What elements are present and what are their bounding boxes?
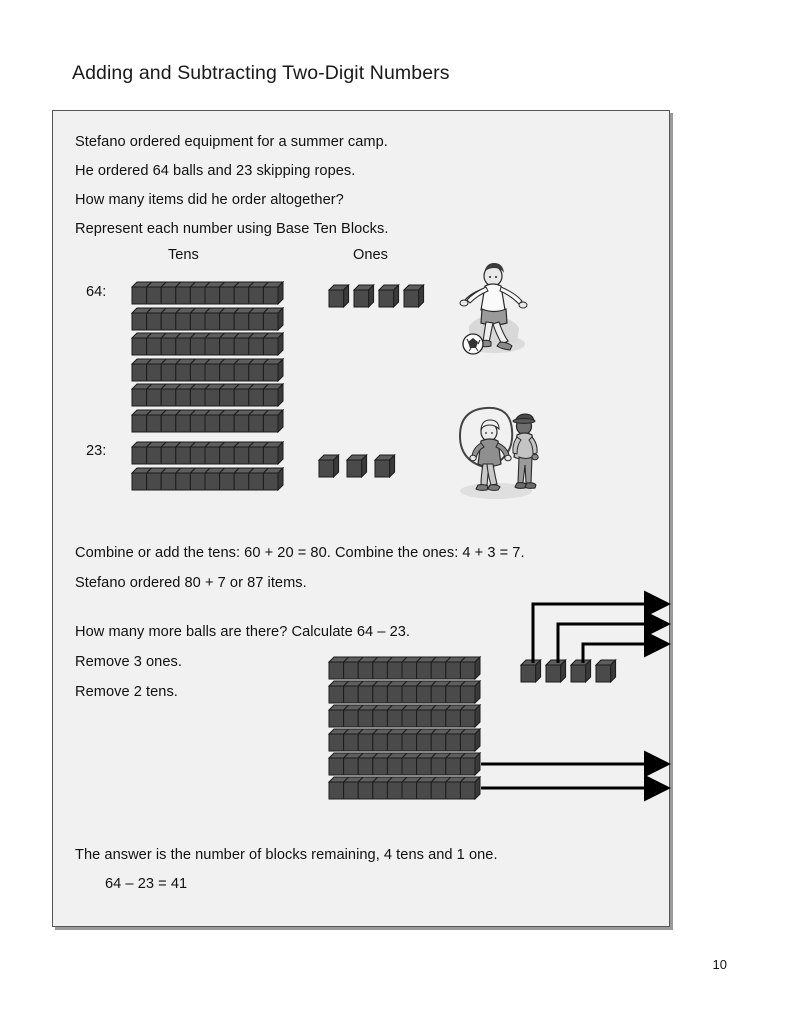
- intro-line-3: How many items did he order altogether?: [75, 192, 344, 208]
- ones-cube: [318, 454, 340, 478]
- intro-line-4: Represent each number using Base Ten Blocks.: [75, 221, 389, 237]
- tens-rod: [131, 332, 284, 356]
- column-header-tens: Tens: [168, 247, 199, 263]
- tens-rod: [131, 358, 284, 382]
- tens-rod: [131, 307, 284, 331]
- tens-rod: [328, 656, 481, 680]
- tens-rod: [328, 728, 481, 752]
- soccer-player-illustration: [453, 256, 533, 361]
- subtraction-line-3: Remove 2 tens.: [75, 684, 178, 700]
- tens-rod: [328, 776, 481, 800]
- subtraction-line-1: How many more balls are there? Calculate 64 – 23.: [75, 624, 411, 640]
- answer-line-1: The answer is the number of blocks remaining, 4 tens and 1 one.: [75, 847, 498, 863]
- ones-cube: [570, 659, 592, 683]
- tens-rod: [131, 467, 284, 491]
- lesson-content-box: [52, 110, 670, 927]
- intro-line-2: He ordered 64 balls and 23 skipping ropes.: [75, 163, 356, 179]
- row-label-64: 64:: [86, 284, 107, 300]
- tens-rod: [328, 680, 481, 704]
- ones-removal-arrow-2: [558, 624, 647, 663]
- ones-cube: [378, 284, 400, 308]
- ones-cube: [328, 284, 350, 308]
- row-label-23: 23:: [86, 443, 107, 459]
- intro-line-1: Stefano ordered equipment for a summer camp.: [75, 134, 388, 150]
- tens-rod: [131, 409, 284, 433]
- skipping-rope-children-illustration: [451, 396, 546, 501]
- ones-cube: [545, 659, 567, 683]
- page-title: Adding and Subtracting Two-Digit Numbers: [72, 62, 450, 84]
- answer-line-2: 64 – 23 = 41: [105, 876, 188, 892]
- tens-rod: [131, 281, 284, 305]
- ones-removal-arrow-1: [533, 604, 647, 663]
- addition-line-2: Stefano ordered 80 + 7 or 87 items.: [75, 575, 307, 591]
- tens-rod: [131, 383, 284, 407]
- ones-cube: [353, 284, 375, 308]
- tens-rod: [131, 441, 284, 465]
- tens-rod: [328, 704, 481, 728]
- ones-cube: [520, 659, 542, 683]
- addition-line-1: Combine or add the tens: 60 + 20 = 80. Combine the ones: 4 + 3 = 7.: [75, 545, 525, 561]
- tens-rod: [328, 752, 481, 776]
- ones-cube: [374, 454, 396, 478]
- subtraction-line-2: Remove 3 ones.: [75, 654, 182, 670]
- ones-cube: [595, 659, 617, 683]
- page-number: 10: [712, 957, 727, 972]
- ones-cube: [403, 284, 425, 308]
- column-header-ones: Ones: [353, 247, 388, 263]
- ones-cube: [346, 454, 368, 478]
